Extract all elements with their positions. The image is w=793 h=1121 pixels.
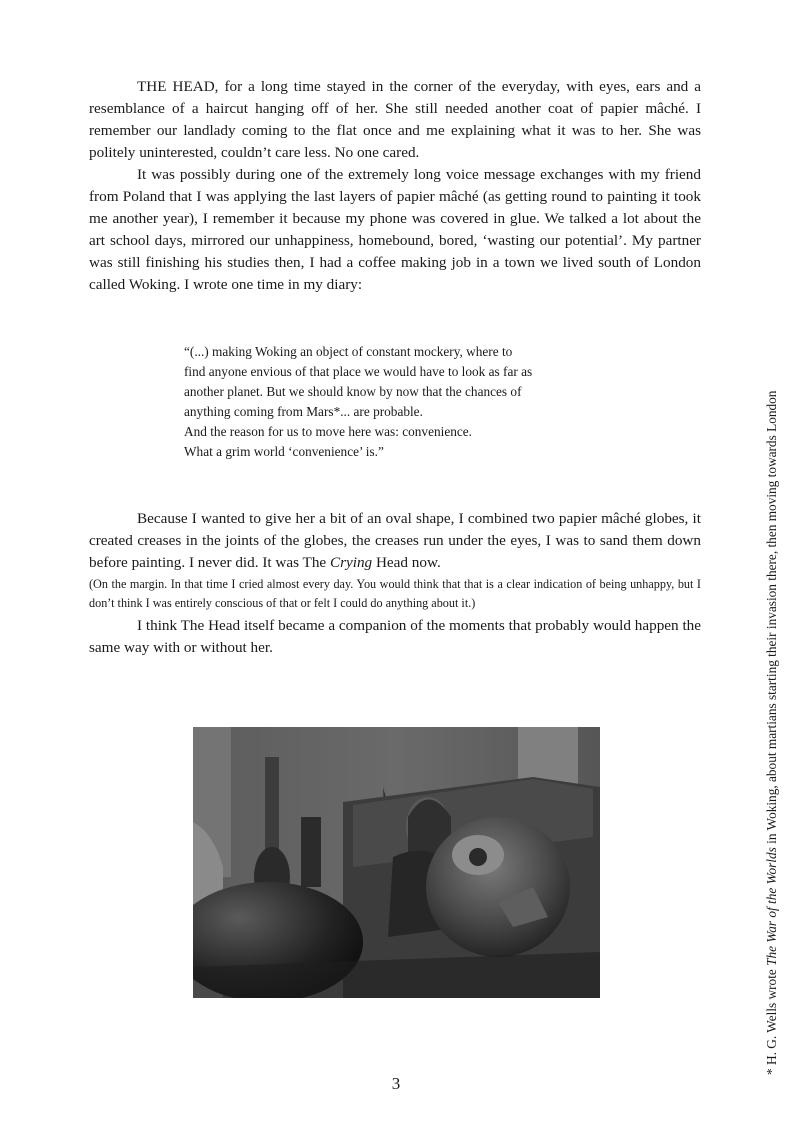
body-text-bottom: [89, 508, 701, 659]
quote-line: anything coming from Mars*... are probable.: [184, 404, 423, 419]
photo-crying-head: [193, 727, 600, 998]
footnote-text-end: in Woking, about martians starting their invasion there, then moving towards London: [764, 390, 779, 848]
paragraph-oval-shape: [89, 508, 701, 574]
margin-note: (On the margin. In that time I cried almost every day. You would think that that is a clear indication of being unhappy, but I don’t think I was entirely conscious of that or felt I could do anything about it.): [89, 577, 701, 610]
footnote-text: * H. G. Wells wrote: [764, 965, 779, 1075]
page-number: 3: [391, 1074, 401, 1093]
crying-italic: Crying: [329, 554, 373, 571]
body-text-top: [89, 76, 701, 296]
diary-quote: [184, 342, 614, 462]
quote-line: What a grim world ‘convenience’ is.”: [184, 444, 384, 459]
paragraph-oval-text: Because I wanted to give her a bit of an oval shape, I combined two papier mâché globes, it created creases in the joints of the globes, the creases run under the eyes, I was to sand them down before painting. I never did. It was The: [89, 510, 701, 571]
footnote-book-title: The War of the Worlds: [764, 847, 779, 966]
paragraph-companion: I think The Head itself became a companion of the moments that probably would happen the same way with or without her.: [89, 617, 701, 656]
paragraph-voice-messages: It was possibly during one of the extremely long voice message exchanges with my friend from Poland that I was applying the last layers of papier mâché (as getting round to painting it took me another year), I remember it because my phone was covered in glue. We talked a lot about the art school days, mirrored our unhappiness, homebound, bored, ‘wasting our potential’. My partner was still finishing his studies then, I had a coffee making job in a town we lived south of London called Woking. I wrote one time in my diary:: [89, 166, 701, 293]
quote-line: “(...) making Woking an object of constant mockery, where to: [184, 344, 513, 359]
quote-line: And the reason for us to move here was: convenience.: [184, 424, 472, 439]
paragraph-the-head: THE HEAD, for a long time stayed in the corner of the everyday, with eyes, ears and a resemblance of a haircut hanging off of her. She still needed another coat of papier mâché. I remember our landlady coming to the flat once and me explaining what it was to her. She was politely uninterested, couldn’t care less. No one cared.: [89, 78, 701, 161]
quote-line: find anyone envious of that place we would have to look as far as: [184, 364, 533, 379]
paragraph-oval-end: Head now.: [372, 554, 441, 571]
footnote-rotated: [764, 315, 780, 1075]
quote-line: another planet. But we should know by now that the chances of: [184, 384, 522, 399]
